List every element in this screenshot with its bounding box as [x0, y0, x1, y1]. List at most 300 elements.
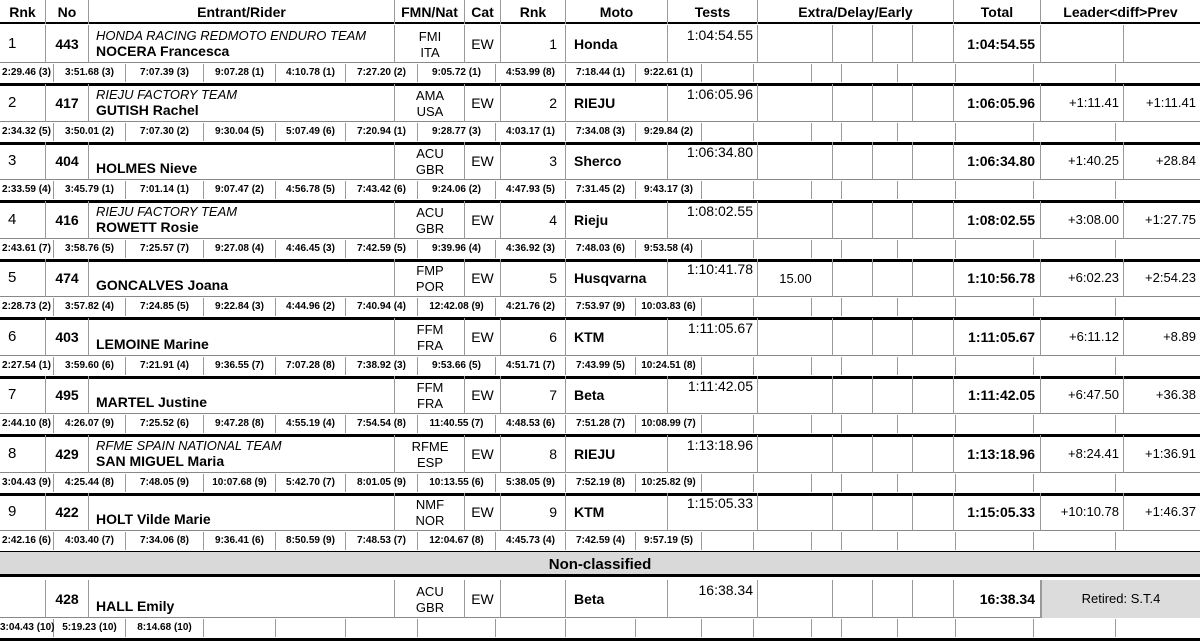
- split-time: 3:04.43 (10): [0, 619, 54, 637]
- split-time: 7:01.14 (1): [126, 181, 204, 199]
- split-time: [842, 123, 898, 141]
- nat-cell: [395, 84, 465, 122]
- entrant-cell: [89, 435, 395, 473]
- tests-cell: 1:06:05.96: [668, 84, 758, 122]
- fmn-code: AMA: [415, 87, 445, 103]
- split-time: [842, 64, 898, 82]
- prev-diff-cell: +1:46.37: [1145, 504, 1196, 519]
- split-time: [956, 474, 1034, 492]
- category-cell: EW: [465, 435, 501, 473]
- fmn-code: RFME: [411, 438, 449, 454]
- split-time: [1116, 181, 1200, 199]
- entrant-cell: [89, 376, 395, 414]
- split-time: [702, 474, 754, 492]
- extra-value: [758, 493, 833, 505]
- split-times-row: [0, 181, 1200, 199]
- nation-code: GBR: [415, 220, 445, 236]
- category-rank-cell: 7: [501, 376, 566, 414]
- split-time: [1116, 298, 1200, 316]
- split-time: [956, 64, 1034, 82]
- rider-name: GUTISH Rachel: [96, 101, 199, 118]
- split-time: [812, 619, 842, 637]
- split-time: 9:05.72 (1): [418, 64, 496, 82]
- leader-diff-cell: +6:02.23: [1041, 259, 1124, 297]
- split-time: 7:51.28 (7): [566, 415, 636, 433]
- entrant-cell: [89, 493, 395, 531]
- category-rank-cell: 8: [501, 435, 566, 473]
- tests-cell: 1:15:05.33: [668, 493, 758, 531]
- split-time: 8:14.68 (10): [126, 619, 204, 637]
- retired-status: Retired: S.T.4: [1041, 580, 1200, 618]
- split-time: [754, 619, 812, 637]
- rank-cell: 2: [0, 84, 46, 122]
- rank-cell: 7: [0, 376, 46, 414]
- rider-name: HOLT Vilde Marie: [96, 511, 211, 527]
- split-time: [842, 357, 898, 375]
- header-cat-rank: Rnk: [501, 0, 566, 24]
- split-time: 8:50.59 (9): [276, 532, 346, 550]
- split-time: [956, 298, 1034, 316]
- split-time: [702, 415, 754, 433]
- split-time: 9:47.28 (8): [204, 415, 276, 433]
- split-time: [812, 415, 842, 433]
- split-time: [842, 240, 898, 258]
- number-cell: 422: [46, 493, 89, 531]
- split-time: 7:48.53 (7): [346, 532, 418, 550]
- split-time: 2:29.46 (3): [0, 64, 54, 82]
- category-rank-cell: 4: [501, 201, 566, 239]
- split-time: 7:34.08 (3): [566, 123, 636, 141]
- split-time: 7:43.42 (6): [346, 181, 418, 199]
- split-time: [956, 240, 1034, 258]
- split-time: [898, 64, 956, 82]
- split-times-row: [0, 532, 1200, 550]
- extra-cell: [758, 580, 954, 618]
- split-time: [812, 123, 842, 141]
- category-rank-cell: 2: [501, 84, 566, 122]
- split-times-row: [0, 64, 1200, 82]
- split-time: [754, 298, 812, 316]
- split-times-row: [0, 240, 1200, 258]
- split-time: [1116, 415, 1200, 433]
- split-time: 7:52.19 (8): [566, 474, 636, 492]
- nat-cell: [395, 201, 465, 239]
- nation-code: ITA: [420, 45, 440, 60]
- split-time: 7:25.52 (6): [126, 415, 204, 433]
- split-time: 9:36.41 (6): [204, 532, 276, 550]
- total-cell: 1:11:05.67: [954, 318, 1041, 356]
- rider-name: GONCALVES Joana: [96, 277, 228, 293]
- total-cell: 1:13:18.96: [954, 435, 1041, 473]
- split-time: 4:44.96 (2): [276, 298, 346, 316]
- total-cell: 1:06:34.80: [954, 142, 1041, 180]
- split-time: 4:56.78 (5): [276, 181, 346, 199]
- extra-value: [758, 435, 833, 447]
- split-time: [898, 357, 956, 375]
- header-extra: Extra/Delay/Early: [758, 0, 954, 24]
- header-no: No: [46, 0, 89, 24]
- nation-code: GBR: [415, 600, 445, 615]
- split-time: [842, 298, 898, 316]
- nat-cell: [395, 25, 465, 63]
- number-cell: 403: [46, 318, 89, 356]
- split-time: 7:42.59 (4): [566, 532, 636, 550]
- category-cell: EW: [465, 376, 501, 414]
- moto-cell: RIEJU: [566, 435, 668, 473]
- prev-diff-cell: [1124, 25, 1200, 63]
- split-time: [754, 532, 812, 550]
- moto-cell: Honda: [566, 25, 668, 63]
- nation-code: FRA: [417, 337, 443, 353]
- split-time: 9:39.96 (4): [418, 240, 496, 258]
- table-header: [0, 0, 1200, 24]
- rank-cell: 1: [0, 25, 46, 63]
- split-time: [636, 619, 702, 637]
- team-name: HONDA RACING REDMOTO ENDURO TEAM: [96, 28, 367, 43]
- non-classified-row: [0, 580, 1200, 641]
- split-time: [812, 240, 842, 258]
- split-times-row: [0, 474, 1200, 492]
- rider-name: LEMOINE Marine: [96, 335, 209, 352]
- split-time: 7:07.39 (3): [126, 64, 204, 82]
- nation-code: USA: [416, 103, 444, 119]
- split-time: 7:07.30 (2): [126, 123, 204, 141]
- rank-cell: 6: [0, 318, 46, 356]
- split-time: [1034, 64, 1116, 82]
- tests-cell: 16:38.34: [668, 580, 758, 618]
- split-time: [566, 619, 636, 637]
- total-cell: 1:10:56.78: [954, 259, 1041, 297]
- prev-diff-cell: +36.38: [1155, 387, 1196, 402]
- rank-cell: 5: [0, 259, 46, 297]
- split-times-row: [0, 123, 1200, 141]
- nat-cell: [395, 142, 465, 180]
- tests-cell: 1:06:34.80: [668, 142, 758, 180]
- split-time: [204, 619, 276, 637]
- split-time: 4:48.53 (6): [496, 415, 566, 433]
- total-cell: 1:06:05.96: [954, 84, 1041, 122]
- split-time: 7:27.20 (2): [346, 64, 418, 82]
- split-time: 4:45.73 (4): [496, 532, 566, 550]
- split-time: 9:36.55 (7): [204, 357, 276, 375]
- header-nat: FMN/Nat: [395, 0, 465, 24]
- split-time: 4:26.07 (9): [54, 415, 126, 433]
- number-cell: 495: [46, 376, 89, 414]
- leader-diff-cell: [1041, 25, 1124, 63]
- split-time: 4:03.40 (7): [54, 532, 126, 550]
- table-row: [0, 318, 1200, 379]
- split-time: [812, 181, 842, 199]
- split-time: 10:13.55 (6): [418, 474, 496, 492]
- split-time: 9:22.84 (3): [204, 298, 276, 316]
- rider-name: HALL Emily: [96, 598, 175, 614]
- entrant-cell: [89, 580, 395, 618]
- moto-cell: Sherco: [566, 142, 668, 180]
- split-time: 10:25.82 (9): [636, 474, 702, 492]
- split-time: [1034, 415, 1116, 433]
- split-time: 3:59.60 (6): [54, 357, 126, 375]
- header-entrant: Entrant/Rider: [89, 0, 395, 24]
- split-time: [956, 532, 1034, 550]
- split-time: [898, 474, 956, 492]
- split-time: 7:42.59 (5): [346, 240, 418, 258]
- split-time: 7:24.85 (5): [126, 298, 204, 316]
- split-time: 7:53.97 (9): [566, 298, 636, 316]
- rider-name: ROWETT Rosie: [96, 218, 199, 235]
- category-rank-cell: 6: [501, 318, 566, 356]
- split-time: 9:30.04 (5): [204, 123, 276, 141]
- split-time: 4:21.76 (2): [496, 298, 566, 316]
- moto-cell: KTM: [566, 493, 668, 531]
- extra-cell: [758, 201, 954, 239]
- split-time: [1116, 532, 1200, 550]
- category-rank-cell: 3: [501, 142, 566, 180]
- prev-diff-cell: +8.89: [1163, 328, 1196, 344]
- header-rank: Rnk: [0, 0, 46, 24]
- split-time: 7:34.06 (8): [126, 532, 204, 550]
- split-time: [418, 619, 496, 637]
- split-time: 2:34.32 (5): [0, 123, 54, 141]
- split-time: [754, 240, 812, 258]
- split-time: 9:27.08 (4): [204, 240, 276, 258]
- category-cell: EW: [465, 142, 501, 180]
- split-time: 7:25.57 (7): [126, 240, 204, 258]
- split-time: 7:31.45 (2): [566, 181, 636, 199]
- split-time: [754, 357, 812, 375]
- number-cell: 474: [46, 259, 89, 297]
- split-time: 5:07.49 (6): [276, 123, 346, 141]
- team-name: RFME SPAIN NATIONAL TEAM: [96, 437, 282, 453]
- tests-cell: 1:04:54.55: [668, 25, 758, 63]
- split-time: [1116, 64, 1200, 82]
- moto-cell: Husqvarna: [566, 259, 668, 297]
- split-time: [702, 298, 754, 316]
- total-cell: 1:11:42.05: [954, 376, 1041, 414]
- split-time: [346, 619, 418, 637]
- split-time: [956, 415, 1034, 433]
- extra-cell: [758, 493, 954, 531]
- category-rank-cell: 5: [501, 259, 566, 297]
- fmn-code: FFM: [416, 380, 444, 395]
- tests-cell: 1:13:18.96: [668, 435, 758, 473]
- split-time: [812, 474, 842, 492]
- extra-cell: [758, 376, 954, 414]
- header-moto: Moto: [566, 0, 668, 24]
- split-times-row: [0, 357, 1200, 375]
- category-cell: EW: [465, 201, 501, 239]
- nat-cell: [395, 376, 465, 414]
- rank-cell: 8: [0, 435, 46, 473]
- split-time: 7:20.94 (1): [346, 123, 418, 141]
- nation-code: ESP: [416, 454, 443, 470]
- rank-cell: 9: [0, 493, 46, 531]
- split-time: [1034, 474, 1116, 492]
- table-row: [0, 142, 1200, 203]
- split-time: 3:51.68 (3): [54, 64, 126, 82]
- split-time: [898, 240, 956, 258]
- split-time: [812, 298, 842, 316]
- total-cell: 1:08:02.55: [954, 201, 1041, 239]
- fmn-code: NMF: [415, 497, 445, 512]
- split-time: 9:43.17 (3): [636, 181, 702, 199]
- tests-cell: 1:08:02.55: [668, 201, 758, 239]
- extra-cell: [758, 142, 954, 180]
- prev-diff-cell: +1:11.41: [1145, 94, 1196, 110]
- split-time: [842, 474, 898, 492]
- split-time: 3:50.01 (2): [54, 123, 126, 141]
- split-time: 5:19.23 (10): [54, 619, 126, 637]
- split-time: 2:27.54 (1): [0, 357, 54, 375]
- split-time: [754, 415, 812, 433]
- entrant-cell: [89, 25, 395, 63]
- fmn-code: FMI: [418, 29, 442, 44]
- rider-name: NOCERA Francesca: [96, 43, 230, 59]
- split-time: [1034, 532, 1116, 550]
- split-time: [1034, 298, 1116, 316]
- split-time: [1116, 123, 1200, 141]
- split-time: [1116, 357, 1200, 375]
- split-time: [702, 64, 754, 82]
- split-time: [496, 619, 566, 637]
- moto-cell: Beta: [566, 580, 668, 618]
- extra-value: [758, 580, 833, 592]
- split-time: 8:01.05 (9): [346, 474, 418, 492]
- split-time: 9:07.47 (2): [204, 181, 276, 199]
- rank-cell: [0, 580, 46, 618]
- prev-diff-cell: +28.84: [1155, 153, 1196, 168]
- category-cell: EW: [465, 493, 501, 531]
- table-row: [0, 25, 1200, 86]
- split-time: 7:40.94 (4): [346, 298, 418, 316]
- category-cell: EW: [465, 84, 501, 122]
- split-time: [1034, 357, 1116, 375]
- split-time: 7:18.44 (1): [566, 64, 636, 82]
- moto-cell: KTM: [566, 318, 668, 356]
- split-time: 7:21.91 (4): [126, 357, 204, 375]
- split-time: 10:24.51 (8): [636, 357, 702, 375]
- split-time: [898, 415, 956, 433]
- split-time: [754, 474, 812, 492]
- split-time: [702, 240, 754, 258]
- leader-diff-cell: +10:10.78: [1041, 493, 1124, 531]
- split-time: 3:58.76 (5): [54, 240, 126, 258]
- table-row: [0, 84, 1200, 145]
- header-tests: Tests: [668, 0, 758, 24]
- header-leader: Leader<diff>Prev: [1063, 4, 1178, 20]
- split-time: 2:43.61 (7): [0, 240, 54, 258]
- split-time: [812, 64, 842, 82]
- extra-cell: [758, 318, 954, 356]
- split-time: 7:54.54 (8): [346, 415, 418, 433]
- entrant-cell: [89, 318, 395, 356]
- split-time: [1116, 474, 1200, 492]
- team-name: RIEJU FACTORY TEAM: [96, 203, 238, 219]
- split-time: [1116, 240, 1200, 258]
- split-time: 4:10.78 (1): [276, 64, 346, 82]
- split-time: 12:04.67 (8): [418, 532, 496, 550]
- number-cell: 429: [46, 435, 89, 473]
- split-time: 7:48.03 (6): [566, 240, 636, 258]
- nation-code: NOR: [415, 513, 445, 528]
- split-time: [898, 532, 956, 550]
- split-time: 4:46.45 (3): [276, 240, 346, 258]
- split-time: [702, 181, 754, 199]
- split-time: [898, 123, 956, 141]
- entrant-cell: [89, 142, 395, 180]
- split-time: 4:53.99 (8): [496, 64, 566, 82]
- table-row: [0, 376, 1200, 437]
- rank-cell: 3: [0, 142, 46, 180]
- split-time: [812, 532, 842, 550]
- split-time: 2:28.73 (2): [0, 298, 54, 316]
- split-time: 4:47.93 (5): [496, 181, 566, 199]
- category-cell: EW: [465, 259, 501, 297]
- total-cell: 1:04:54.55: [954, 25, 1041, 63]
- total-cell: 16:38.34: [954, 580, 1041, 618]
- leader-diff-cell: +6:47.50: [1041, 376, 1124, 414]
- split-time: 4:25.44 (8): [54, 474, 126, 492]
- table-row: [0, 201, 1200, 262]
- split-time: [956, 181, 1034, 199]
- split-time: [754, 64, 812, 82]
- category-rank-cell: [501, 580, 566, 618]
- split-time: 2:42.16 (6): [0, 532, 54, 550]
- fmn-code: ACU: [416, 204, 444, 220]
- nat-cell: [395, 435, 465, 473]
- split-time: [1034, 619, 1116, 637]
- nat-cell: [395, 259, 465, 297]
- split-time: [842, 619, 898, 637]
- split-time: 4:03.17 (1): [496, 123, 566, 141]
- entrant-cell: [89, 84, 395, 122]
- split-time: [276, 619, 346, 637]
- split-time: 12:42.08 (9): [418, 298, 496, 316]
- split-time: [956, 357, 1034, 375]
- tests-cell: 1:11:05.67: [668, 318, 758, 356]
- split-times-row: [0, 415, 1200, 433]
- split-time: 4:51.71 (7): [496, 357, 566, 375]
- header-total: Total: [954, 0, 1041, 24]
- split-time: 10:07.68 (9): [204, 474, 276, 492]
- extra-cell: [758, 259, 954, 297]
- split-time: 5:38.05 (9): [496, 474, 566, 492]
- non-classified-banner: Non-classified: [0, 552, 1200, 577]
- split-time: 7:43.99 (5): [566, 357, 636, 375]
- split-time: 10:08.99 (7): [636, 415, 702, 433]
- extra-value: [758, 84, 833, 96]
- category-rank-cell: 9: [501, 493, 566, 531]
- header-cat: Cat: [465, 0, 501, 24]
- split-time: [956, 619, 1034, 637]
- split-time: 9:53.66 (5): [418, 357, 496, 375]
- split-time: [702, 619, 754, 637]
- extra-cell: [758, 25, 954, 63]
- extra-value: [758, 376, 833, 388]
- split-time: [702, 357, 754, 375]
- nation-code: FRA: [417, 396, 443, 411]
- split-time: 7:07.28 (8): [276, 357, 346, 375]
- extra-cell: [758, 435, 954, 473]
- leader-diff-cell: +1:40.25: [1041, 142, 1124, 180]
- category-rank-cell: 1: [501, 25, 566, 63]
- split-time: [956, 123, 1034, 141]
- rank-cell: 4: [0, 201, 46, 239]
- fmn-code: FMP: [416, 263, 444, 278]
- split-time: 11:40.55 (7): [418, 415, 496, 433]
- split-time: [898, 181, 956, 199]
- split-time: 5:42.70 (7): [276, 474, 346, 492]
- moto-cell: Rieju: [566, 201, 668, 239]
